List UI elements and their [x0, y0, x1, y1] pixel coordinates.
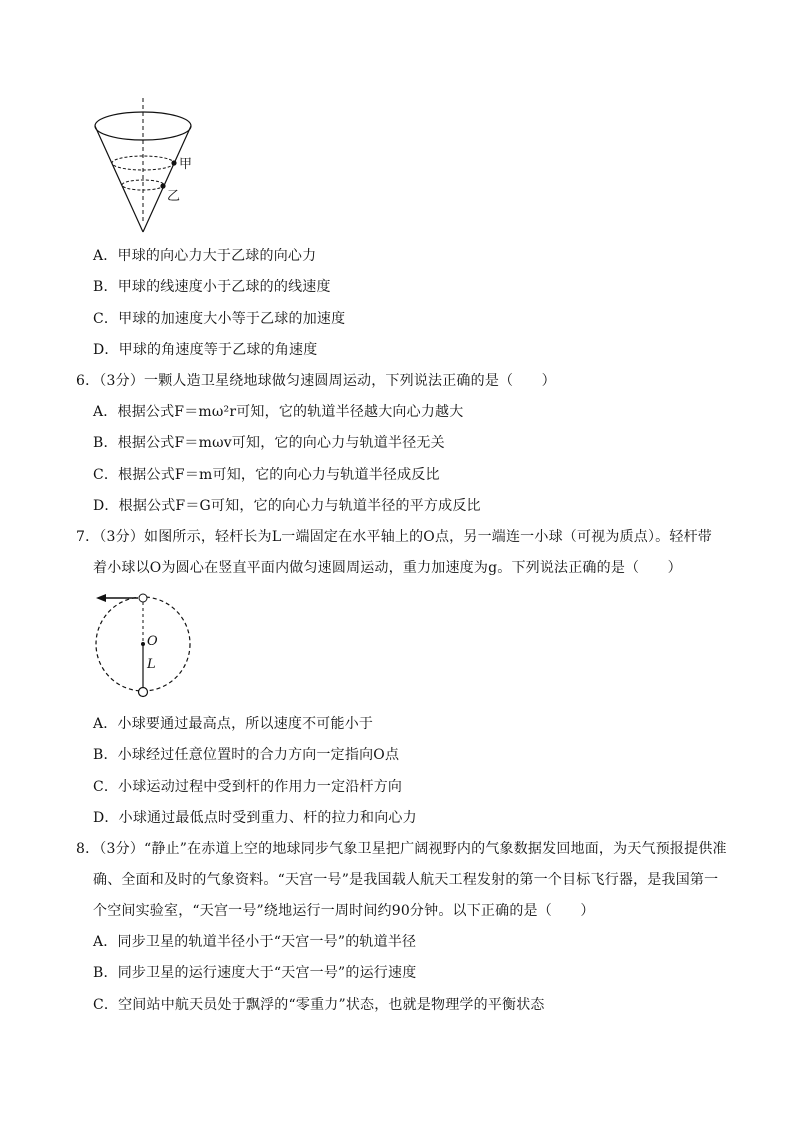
- q8-stem-line3: 个空间实验室，“天宫一号”绕地运行一周时间约90分钟。以下正确的是（ ）: [93, 903, 595, 919]
- cone-left-side: [95, 126, 143, 232]
- q7-option-a: A．小球要通过最高点，所以速度不可能小于: [93, 716, 374, 732]
- q8-stem-line1: 8．（3分）“静止”在赤道上空的地球同步气象卫星把广阔视野内的气象数据发回地面，为天气预报提供准: [76, 841, 727, 857]
- q8-stem-line2: 确、全面和及时的气象资料。“天宫一号”是我国载人航天工程发射的第一个目标飞行器，是我国第一: [93, 872, 719, 888]
- q6-option-b: B．根据公式F＝mωv可知，它的向心力与轨道半径无关: [93, 435, 445, 451]
- ball-jia: [171, 160, 176, 165]
- ball-yi: [160, 183, 165, 188]
- q5-option-c: C．甲球的加速度大小等于乙球的加速度: [93, 311, 346, 327]
- q7-option-c: C．小球运动过程中受到杆的作用力一定沿杆方向: [93, 779, 403, 795]
- pivot-o: [141, 642, 145, 646]
- cone-right-side: [143, 126, 191, 232]
- velocity-arrowhead: [96, 594, 106, 602]
- label-l: L: [147, 657, 156, 672]
- q5-option-b: B．甲球的线速度小于乙球的的线速度: [93, 279, 331, 295]
- q7-stem-line2: 着小球以O为圆心在竖直平面内做匀速圆周运动，重力加速度为g。下列说法正确的是（ ）: [93, 560, 682, 576]
- label-jia: 甲: [179, 157, 193, 172]
- q7-option-d: D．小球通过最低点时受到重力、杆的拉力和向心力: [93, 810, 417, 826]
- q6-option-a: A．根据公式F＝mω²r可知，它的轨道半径越大向心力越大: [93, 404, 464, 420]
- q8-option-a: A．同步卫星的轨道半径小于“天宫一号”的轨道半径: [93, 934, 417, 950]
- q7-option-b: B．小球经过任意位置时的合力方向一定指向O点: [93, 747, 400, 763]
- q6-option-c: C．根据公式F＝m可知，它的向心力与轨道半径成反比: [93, 467, 440, 483]
- q5-option-d: D．甲球的角速度等于乙球的角速度: [93, 342, 318, 358]
- ball-top: [139, 594, 147, 602]
- q7-stem-line1: 7．（3分）如图所示，轻杆长为L一端固定在水平轴上的O点，另一端连一小球（可视为质点）。轻杆带: [76, 529, 712, 545]
- label-o: O: [147, 634, 158, 649]
- q5-option-a: A．甲球的向心力大于乙球的向心力: [93, 248, 317, 264]
- q6-option-d: D．根据公式F＝G可知，它的向心力与轨道半径的平方成反比: [93, 498, 481, 514]
- label-yi: 乙: [167, 189, 181, 204]
- q6-stem: 6．（3分）一颗人造卫星绕地球做匀速圆周运动，下列说法正确的是（ ）: [76, 373, 556, 389]
- ball-bottom: [139, 688, 148, 697]
- q8-option-c: C．空间站中航天员处于飘浮的“零重力”状态，也就是物理学的平衡状态: [93, 997, 545, 1013]
- cone-figure: [88, 96, 208, 238]
- rod-circle-figure: [90, 590, 198, 700]
- q8-option-b: B．同步卫星的运行速度大于“天宫一号”的运行速度: [93, 965, 417, 981]
